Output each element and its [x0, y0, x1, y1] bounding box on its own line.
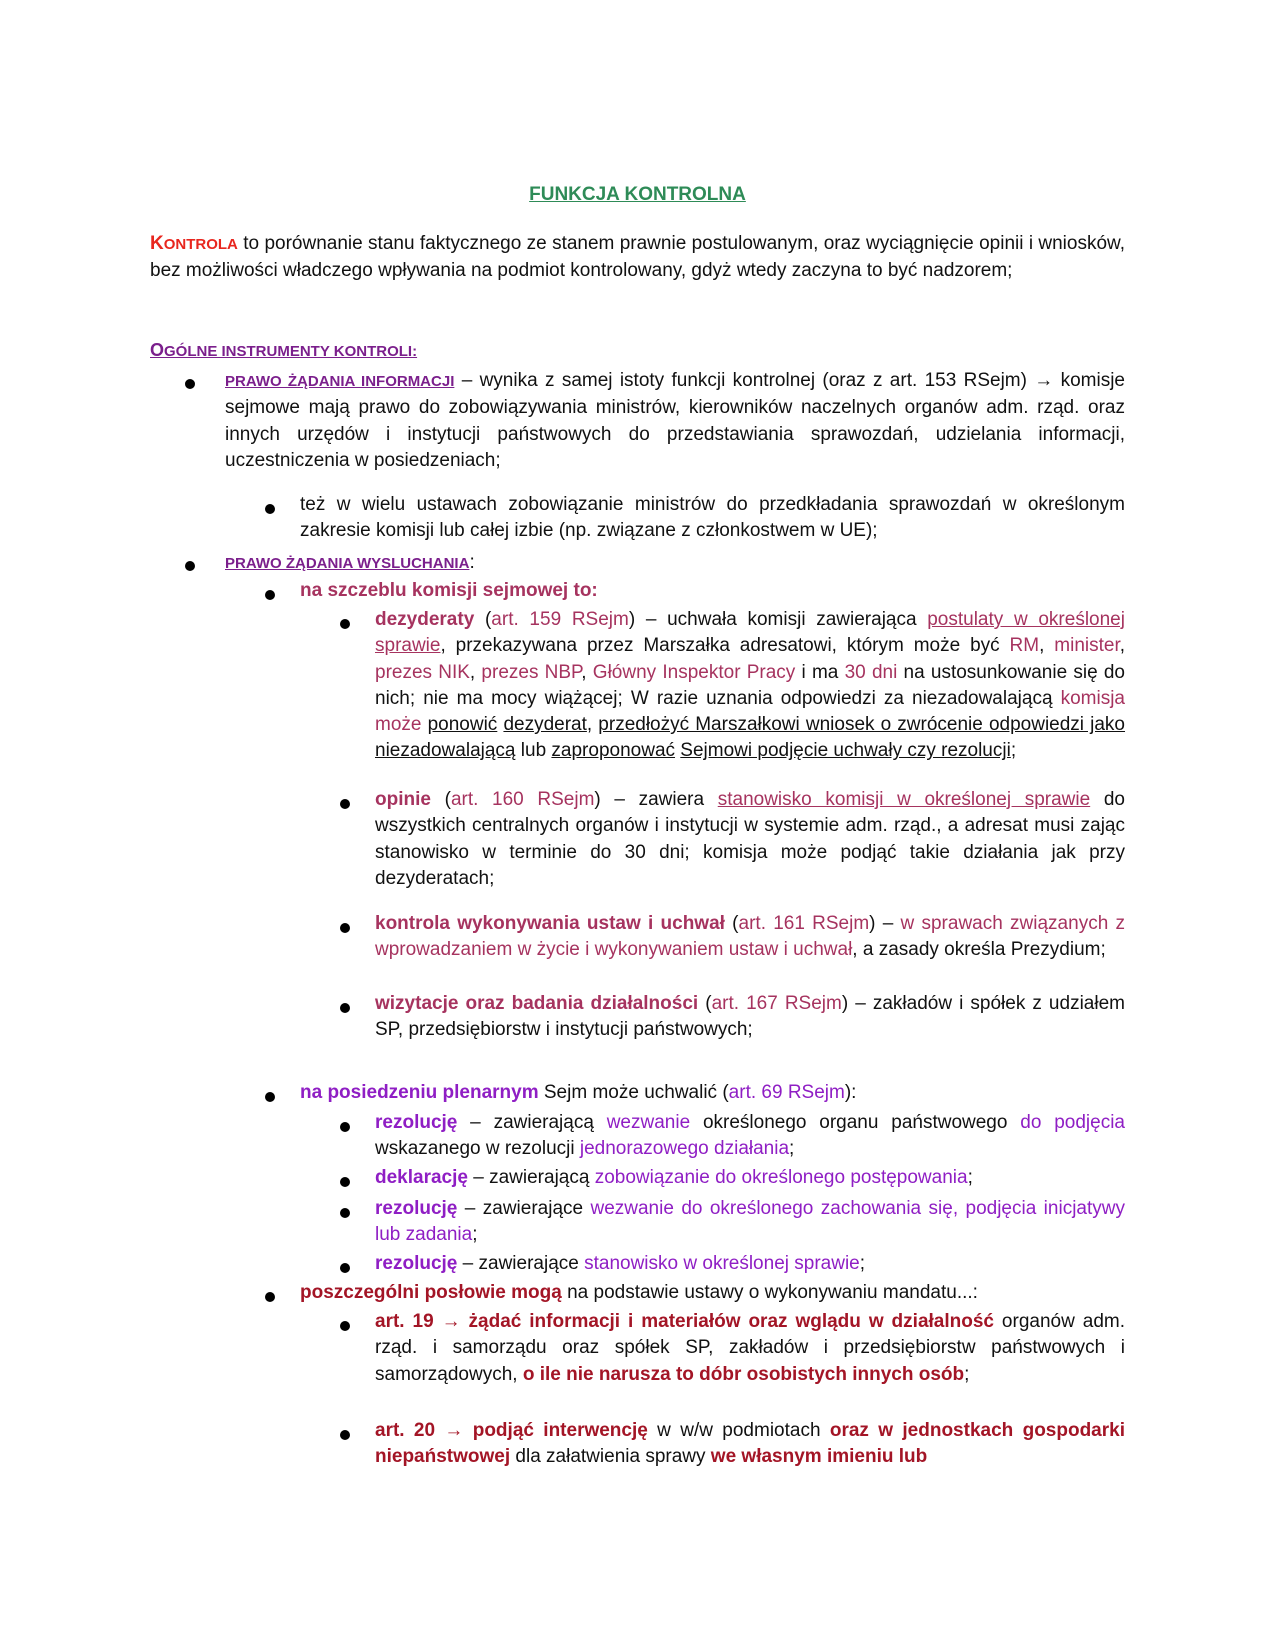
rezolucja-term: rezolucję: [375, 1253, 458, 1274]
art-19-condition: o ile nie narusza to dóbr osobistych innych osób: [522, 1363, 965, 1385]
list-item-poslowie: [300, 1280, 1125, 1306]
text-part: ,: [469, 661, 482, 683]
list-item-rezolucja-3: [375, 1251, 1125, 1277]
komisja-level-heading: na szczeblu komisji sejmowej to:: [300, 580, 598, 601]
bullet-icon: [340, 1263, 350, 1273]
text-part: ,: [581, 661, 593, 683]
dezyderaty-term: dezyderaty: [375, 609, 475, 630]
addressee-nik: prezes NIK: [375, 661, 470, 683]
text-part: – zawierające: [457, 1253, 585, 1274]
deadline: 30 dni: [844, 661, 898, 683]
text-part: w w/w podmiotach: [647, 1420, 830, 1441]
bullet-icon: [340, 619, 350, 629]
text-part: (: [698, 993, 712, 1014]
sejmowi-phrase: Sejmowi podjęcie uchwały czy rezolucji: [680, 740, 1011, 762]
text-part: (: [430, 789, 451, 810]
prawo-informacji-heading: PRAWO ŻĄDANIA INFORMACJI: [225, 373, 455, 390]
colon: :: [469, 552, 475, 573]
text-part: ,: [1119, 635, 1126, 657]
text-part: , przekazywana przez Marszałka adresatowi, którym może być: [440, 635, 1010, 657]
text-part: ) – zakładów i spółek z udziałem SP, przedsiębiorstw i instytucji państwowych;: [375, 993, 1125, 1041]
text-part: ;: [789, 1138, 795, 1160]
bullet-icon: [185, 561, 195, 571]
list-item-deklaracja: [375, 1165, 1125, 1191]
section-heading: [150, 340, 1125, 362]
wizytacje-term: wizytacje oraz badania działalności: [375, 993, 699, 1014]
wezwanie: wezwanie: [606, 1112, 691, 1133]
article-ref: art. 159 RSejm: [491, 609, 629, 630]
text-part: ;: [1010, 740, 1017, 762]
deklaracja-term: deklarację: [375, 1167, 468, 1188]
term-rest: ONTROLA: [163, 236, 238, 253]
art-20-heading: art. 20 → podjąć interwencję: [375, 1420, 648, 1441]
intro-paragraph: [150, 231, 1125, 285]
article-ref: art. 160 RSejm: [450, 789, 595, 810]
poslowie-heading: poszczególni posłowie mogą: [300, 1282, 562, 1303]
text-part: na podstawie ustawy o wykonywaniu mandatu...:: [561, 1282, 978, 1303]
text-part: ;: [964, 1363, 970, 1385]
list-item-wizytacje: [375, 991, 1125, 1044]
text-part: ,: [586, 714, 599, 736]
kontrola-term: kontrola wykonywania ustaw i uchwał: [375, 913, 725, 934]
text-part: ) –: [869, 913, 901, 934]
text-part: ;: [967, 1167, 973, 1188]
bullet-icon: [340, 1122, 350, 1132]
page-title: FUNKCJA KONTROLNA: [529, 184, 746, 205]
text-part: określonego organu państwowego: [690, 1112, 1021, 1133]
art-20-scope: oraz w jednostkach gospodarki niepaństwowej: [375, 1420, 1125, 1468]
bullet-icon: [340, 1003, 350, 1013]
text-part: ) – zawiera: [594, 789, 718, 810]
rezolucja-term: rezolucję: [375, 1112, 458, 1133]
przedlozyc-phrase: przedłożyć Marszałkowi wniosek o zwrócenie odpowiedzi jako niezadowalającą: [375, 714, 1126, 762]
ponowic: ponowić: [427, 714, 498, 736]
text-part: ;: [472, 1224, 478, 1246]
text-part: lub: [515, 740, 552, 762]
komisja-moze: komisja może: [375, 687, 1125, 736]
jednorazowe-dzialanie: jednorazowego działania: [579, 1138, 790, 1160]
bullet-icon: [340, 799, 350, 809]
list-item-rezolucja-2: [375, 1196, 1125, 1249]
addressee-minister: minister: [1054, 635, 1120, 657]
text-part: ) – uchwała komisji zawierająca: [628, 609, 928, 630]
text-part: , a zasady określa Prezydium;: [852, 939, 1106, 961]
bullet-icon: [340, 1177, 350, 1187]
list-item-plenarne: [300, 1080, 1125, 1106]
zobowiazanie: zobowiązanie do określonego postępowania: [594, 1167, 968, 1188]
term-initial: K: [150, 233, 164, 254]
text-part: do wszystkich centralnych organów i instytucji w systemie adm. rząd., a adresat musi zając stanowisko w terminie do 30 dni; komisja może podjąć takie działania jak przy dezyderatach;: [375, 789, 1125, 889]
prawo-wysluchania-heading: PRAWO ŻĄDANIA WYSLUCHANIA: [225, 555, 470, 572]
list-item-kontrola-wykonywania: [375, 911, 1125, 964]
article-ref: art. 161 RSejm: [738, 913, 870, 934]
list-item-komisja-level: [300, 578, 1125, 604]
bullet-icon: [340, 1208, 350, 1218]
text-part: organów adm. rząd. i samorządu oraz spółek SP, zakładów i przedsiębiorstw państwowych i samorządowych,: [375, 1311, 1125, 1385]
text-part: ,: [1039, 635, 1055, 657]
section-heading-initial: O: [150, 340, 165, 360]
list-item-prawo-wysluchania: [225, 550, 1125, 577]
text-part: wskazanego w rezolucji: [375, 1138, 580, 1160]
bullet-icon: [265, 504, 275, 514]
text-part: (: [724, 913, 739, 934]
plenarne-heading: na posiedzeniu plenarnym: [300, 1082, 539, 1103]
stanowisko-phrase: stanowisko komisji w określonej sprawie: [717, 789, 1091, 810]
article-ref: art. 69 RSejm: [728, 1082, 845, 1103]
text-part: – zawierającą: [467, 1167, 595, 1188]
text-part: dla załatwienia sprawy: [510, 1446, 711, 1468]
addressee-rm: RM: [1009, 635, 1040, 657]
postulaty-phrase: postulaty w określonej sprawie: [375, 609, 1125, 657]
text-part: i ma: [795, 661, 845, 683]
sprawozdania-text: też w wielu ustawach zobowiązanie ministrów do przedkładania sprawozdań w określonym zakresie komisji lub całej izbie (np. związane z członkostwem w UE);: [300, 494, 1125, 542]
article-ref: art. 167 RSejm: [711, 993, 842, 1014]
bullet-icon: [265, 1092, 275, 1102]
bullet-icon: [340, 923, 350, 933]
text-part: na ustosunkowanie się do nich; nie ma mocy wiążącej; W razie uznania odpowiedzi za niezadowalającą: [375, 661, 1125, 709]
stanowisko-phrase: stanowisko w określonej sprawie: [584, 1253, 860, 1274]
text-part: – zawierającą: [457, 1112, 607, 1133]
bullet-icon: [265, 1292, 275, 1302]
opinie-term: opinie: [375, 789, 431, 810]
do-podjecia: do podjęcia: [1020, 1112, 1125, 1133]
list-item-prawo-informacji: [225, 368, 1125, 474]
bullet-icon: [265, 590, 275, 600]
text-part: Sejm może uchwalić (: [538, 1082, 729, 1103]
rezolucja-term: rezolucję: [375, 1198, 458, 1219]
list-item-sprawozdania: [300, 492, 1125, 545]
addressee-gip: Główny Inspektor Pracy: [592, 661, 796, 683]
list-item-art-20: [375, 1418, 1125, 1471]
text-part: ;: [859, 1253, 866, 1274]
wezwanie-phrase: wezwanie do określonego zachowania się, podjęcia inicjatywy lub zadania: [375, 1198, 1125, 1246]
art-19-heading: art. 19 → żądać informacji i materiałów oraz wglądu w działalność: [375, 1311, 994, 1332]
zaproponowac: zaproponować: [551, 740, 676, 762]
bullet-icon: [185, 379, 195, 389]
list-item-art-19: [375, 1309, 1125, 1388]
text-part: ):: [844, 1082, 857, 1103]
bullet-icon: [340, 1321, 350, 1331]
section-heading-rest: GÓLNE INSTRUMENTY KONTROLI:: [164, 343, 418, 360]
addressee-nbp: prezes NBP: [481, 661, 582, 683]
dezyderat: dezyderat: [503, 714, 587, 736]
list-item-rezolucja-1: [375, 1110, 1125, 1163]
intro-text: to porównanie stanu faktycznego ze stanem prawnie postulowanym, oraz wyciągnięcie opinii i wniosków, bez możliwości władczego wpływania na podmiot kontrolowany, gdyż wtedy zaczyna to być nadzorem;: [150, 233, 1125, 282]
list-item-dezyderaty: [375, 607, 1125, 765]
text-part: – zawierające: [457, 1198, 591, 1219]
sprawy-phrase: w sprawach związanych z wprowadzaniem w życie i wykonywaniem ustaw i uchwał: [375, 913, 1125, 961]
art-20-own-name: we własnym imieniu lub: [710, 1446, 928, 1468]
bullet-icon: [340, 1430, 350, 1440]
text-part: (: [474, 609, 492, 630]
list-item-opinie: [375, 787, 1125, 892]
prawo-informacji-text: – wynika z samej istoty funkcji kontrolnej (oraz z art. 153 RSejm) → komisje sejmowe mają prawo do zobowiązywania ministrów, kierowników naczelnych organów adm. rząd. oraz innych urzędów i instytucji państwowych do przedstawiania sprawozdań, udzielania informacji, uczestniczenia w posiedzeniach;: [225, 370, 1125, 471]
